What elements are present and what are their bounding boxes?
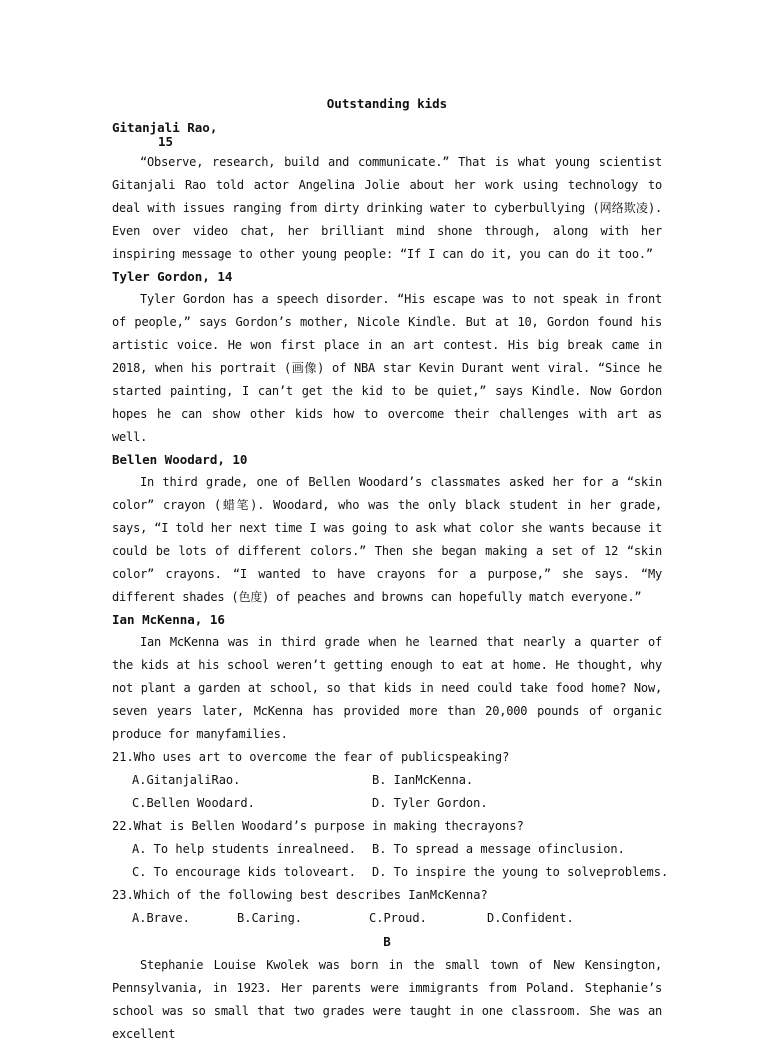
question-options	[132, 769, 662, 815]
option-d: D.Confident.	[487, 911, 574, 925]
option-b: B.Caring.	[237, 911, 303, 925]
option-c: C.Proud.	[369, 911, 427, 925]
question-options	[132, 838, 669, 884]
option-c: C.Bellen Woodard.	[132, 796, 255, 810]
kid-paragraph: Tyler Gordon has a speech disorder. “His escape was to not speak in front of people,” says Gordon’s mother, Nicole Kindle. But at 10, Gordon found his artistic voice. He won first place in an art contest. His big break came in 2018, when his portrait (画像) of NBA star Kevin Durant went viral. “Since he started painting, I can’t get the kid to be quiet,” says Kindle. Now Gordon hopes he can show other kids how to overcome their challenges with art as well.	[112, 292, 662, 444]
option-d: D. To inspire the young to solveproblems.	[372, 865, 669, 879]
question-22	[112, 815, 669, 884]
option-d: D. Tyler Gordon.	[372, 796, 488, 810]
kid-name: Bellen Woodard, 10	[112, 452, 248, 467]
question-options	[132, 907, 662, 930]
kid-paragraph: Ian McKenna was in third grade when he learned that nearly a quarter of the kids at his school weren’t getting enough to eat at home. He thought, why not plant a garden at school, so that kids in need could take food home? Now, seven years later, McKenna has provided more than 20,000 pounds of organic produce for manyfamilies.	[112, 635, 662, 741]
kid-name: Tyler Gordon, 14	[112, 269, 233, 284]
passage-title: Outstanding kids	[326, 96, 448, 111]
kid-profile-3	[112, 449, 662, 609]
kid-profile-2	[112, 266, 662, 449]
option-b: B. To spread a message ofinclusion.	[372, 842, 625, 856]
question-23	[112, 884, 662, 930]
kid-profile-1	[112, 117, 662, 266]
document-content	[112, 96, 669, 1046]
kid-profile-4	[112, 609, 662, 746]
question-21	[112, 746, 662, 815]
option-a: A. To help students inrealneed.	[132, 842, 356, 856]
kid-name: Gitanjali Rao,	[112, 120, 218, 135]
section-heading: B	[383, 934, 391, 949]
option-c: C. To encourage kids toloveart.	[132, 865, 356, 879]
kid-paragraph: “Observe, research, build and communicate.” That is what young scientist Gitanjali Rao told actor Angelina Jolie about her work using technology to deal with issues ranging from dirty drinking water to cyberbullying (网络欺凌). Even over video chat, her brilliant mind shone through, along with her inspiring message to other young people: “If I can do it, you can do it too.”	[112, 155, 662, 261]
section-b-paragraph: Stephanie Louise Kwolek was born in the small town of New Kensington, Pennsylvania, in 1923. Her parents were immigrants from Poland. Stephanie’s school was so small that two grades were taught in one classroom. She was an excellent	[112, 958, 662, 1041]
option-b: B. IanMcKenna.	[372, 773, 474, 787]
question-stem: 22.What is Bellen Woodard’s purpose in making thecrayons?	[112, 819, 524, 833]
option-a: A.GitanjaliRao.	[132, 773, 241, 787]
option-a: A.Brave.	[132, 911, 190, 925]
kid-paragraph: In third grade, one of Bellen Woodard’s classmates asked her for a “skin color” crayon (蜡笔). Woodard, who was the only black student in her grade, says, “I told her next time I was going to ask what color she wants because it could be lots of different colors.” Then she began making a set of 12 “skin color” crayons. “I wanted to have crayons for a purpose,” she says. “My different shades (色度) of peaches and browns can hopefully match everyone.”	[112, 475, 662, 604]
kid-name: Ian McKenna, 16	[112, 612, 225, 627]
kid-age: 15	[158, 134, 174, 149]
question-stem: 21.Who uses art to overcome the fear of publicspeaking?	[112, 750, 510, 764]
question-stem: 23.Which of the following best describes IanMcKenna?	[112, 888, 488, 902]
